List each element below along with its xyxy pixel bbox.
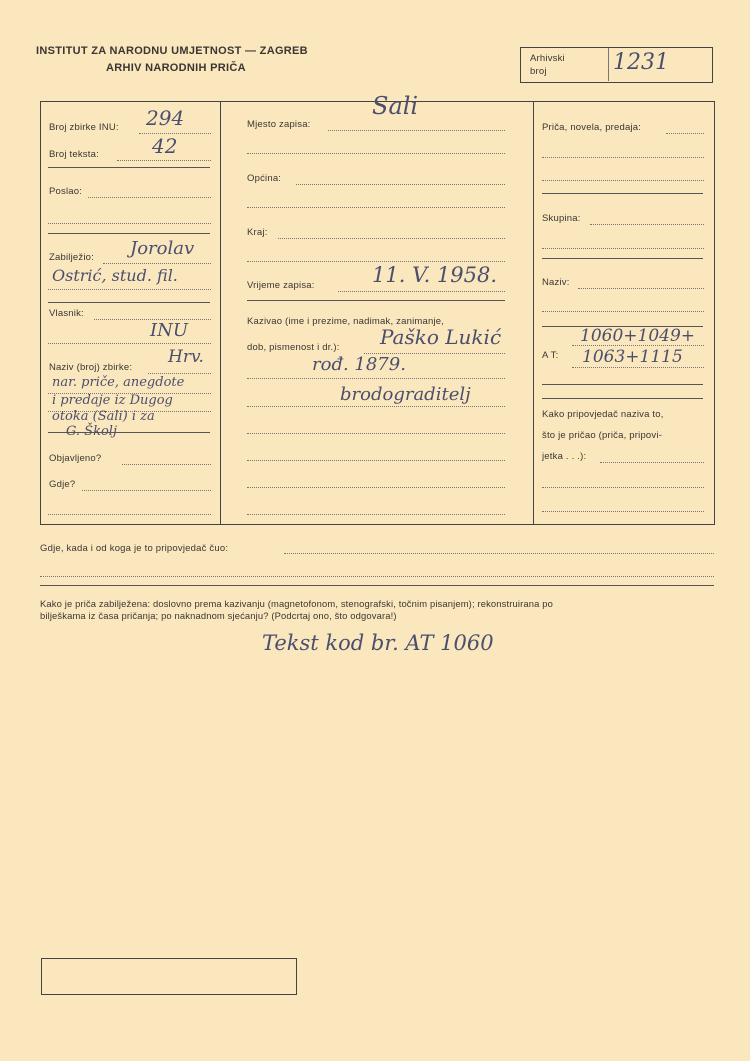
time-label: Vrijeme zapisa:: [247, 280, 315, 291]
narrator-term-2: što je pričao (priča, pripovi-: [542, 430, 663, 441]
narrator-value-1: Paško Lukić: [380, 325, 502, 349]
narrator-term-1: Kako pripovjedač naziva to,: [542, 409, 664, 420]
story-label: Priča, novela, predaja:: [542, 122, 642, 133]
at-value-1: 1060+1049+: [580, 326, 696, 346]
published-label: Objavljeno?: [49, 453, 102, 464]
time-value: 11. V. 1958.: [372, 263, 498, 287]
collection-name-value-2: nar. priče, anegdote: [52, 375, 185, 390]
text-no-value: 42: [152, 134, 178, 158]
method-text-1: Kako je priča zabilježena: doslovno prema kazivanju (magnetofonom, stenografski, točnim pisanjem); rekonstruirana po: [40, 598, 553, 609]
collection-name-value-4: otoka (Sali) i za: [52, 409, 155, 424]
collection-no-label: Broj zbirke INU:: [49, 122, 119, 133]
archive-title: ARHIV NARODNIH PRIČA: [106, 62, 246, 74]
narrator-value-3: brodograditelj: [340, 384, 471, 405]
group-label: Skupina:: [542, 213, 581, 224]
where-label: Gdje?: [49, 479, 76, 490]
owner-value: INU: [150, 320, 189, 341]
municipality-label: Općina:: [247, 173, 282, 184]
narrator-term-3: jetka . . .):: [542, 451, 587, 462]
place-value: Sali: [372, 92, 419, 120]
text-no-label: Broj teksta:: [49, 149, 99, 160]
recorded-by-value-2: Ostrić, stud. fil.: [52, 266, 178, 285]
collection-name-value-1: Hrv.: [168, 347, 204, 367]
method-text-2: bilješkama iz časa pričanja; po naknadnom sjećanju? (Podcrtaj ono, što odgovara!): [40, 610, 397, 621]
narrator-label-1: Kazivao (ime i prezime, nadimak, zanimanje,: [247, 316, 445, 327]
recorded-by-value-1: Jorolav: [130, 238, 195, 259]
title-label: Naziv:: [542, 277, 570, 288]
narrator-label-2: dob, pismenost i dr.):: [247, 342, 340, 353]
collection-name-value-5: G. Školj: [66, 424, 117, 439]
heard-from-label: Gdje, kada i od koga je to pripovjedač čuo:: [40, 543, 229, 554]
institute-title: INSTITUT ZA NARODNU UMJETNOST — ZAGREB: [36, 45, 308, 57]
owner-label: Vlasnik:: [49, 308, 84, 319]
at-label: A T:: [542, 350, 559, 361]
archive-number-label-2: broj: [530, 66, 547, 77]
recorded-by-label: Zabilježio:: [49, 252, 94, 263]
bottom-box: [41, 958, 297, 995]
method-note: Tekst kod br. AT 1060: [262, 631, 494, 655]
archive-number-box: [520, 47, 713, 83]
region-label: Kraj:: [247, 227, 268, 238]
sent-by-label: Poslao:: [49, 186, 83, 197]
collection-name-label: Naziv (broj) zbirke:: [49, 362, 133, 373]
place-label: Mjesto zapisa:: [247, 119, 311, 130]
narrator-value-2: rođ. 1879.: [312, 354, 406, 375]
archive-number-value: 1231: [613, 50, 669, 75]
archive-number-label-1: Arhivski: [530, 53, 565, 64]
at-value-2: 1063+1115: [582, 347, 683, 367]
collection-name-value-3: i predaje iz Dugog: [52, 393, 173, 408]
collection-no-value: 294: [146, 106, 185, 130]
